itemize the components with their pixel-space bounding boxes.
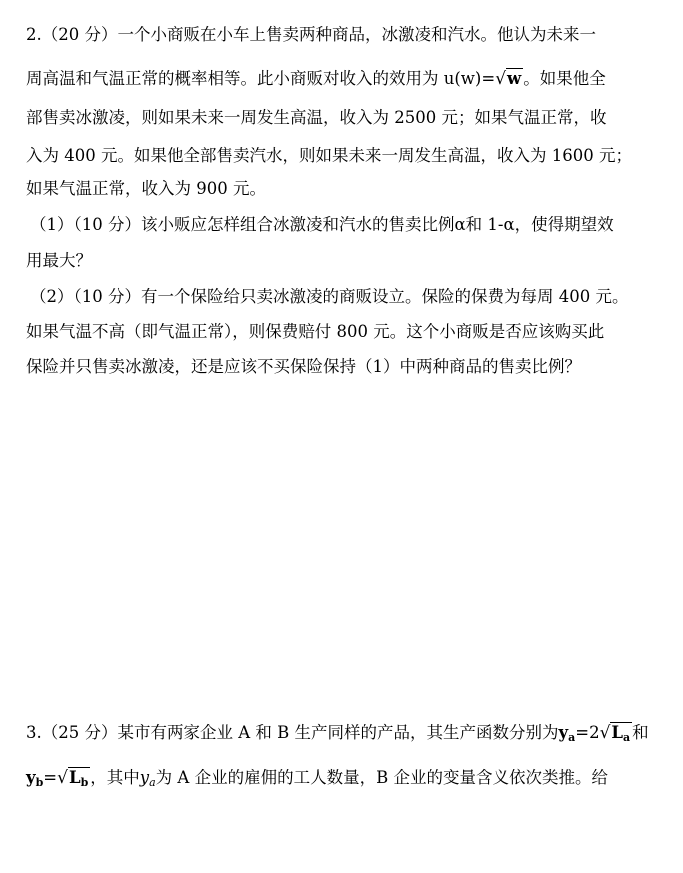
yb-equals: =: [43, 768, 58, 787]
yb-variable: $y_b$: [26, 768, 44, 789]
q2-line-2-tail: 。如果他全: [523, 69, 606, 88]
q3-line-1-text: 3.（25 分）某市有两家企业 A 和 B 生产同样的产品，其生产函数分别为: [26, 723, 559, 742]
ya-radicand: $L_a$: [611, 723, 631, 744]
ya-equals: =2: [575, 723, 600, 742]
q2-line-2-text: 周高温和气温正常的概率相等。此小商贩对收入的效用为 u(w)=: [26, 69, 496, 88]
q3-line-1: [26, 723, 666, 748]
q2-sub1-line-2: 用最大？: [26, 251, 92, 270]
q2-line-3: 部售卖冰激凌，则如果未来一周发生高温，收入为 2500 元；如果气温正常，收: [26, 108, 607, 127]
radical-sign-icon: √: [599, 723, 611, 743]
q3-line-2: [26, 768, 666, 793]
yb-sqrt: [57, 768, 90, 793]
q2-line-2: [26, 69, 666, 89]
q3-line-1-tail: 和: [632, 723, 649, 742]
radical-sign-icon: √: [57, 768, 68, 788]
utility-radicand: w: [507, 69, 522, 88]
yb-radicand: $L_b$: [68, 768, 89, 789]
q2-sub1-line-1: （1）（10 分）该小贩应怎样组合冰激凌和汽水的售卖比例α和 1-α，使得期望效: [30, 215, 614, 234]
q2-sub2-line-2: 如果气温不高（即气温正常），则保费赔付 800 元。这个小商贩是否应该购买此: [26, 322, 605, 341]
q2-line-1: 2.（20 分）一个小商贩在小车上售卖两种商品，冰激凌和汽水。他认为未来一: [26, 25, 596, 44]
utility-sqrt: [495, 69, 523, 89]
ya-italic-variable: $y_a$: [139, 768, 156, 789]
q3-line-2-text: ，其中: [90, 768, 140, 787]
q2-line-5: 如果气温正常，收入为 900 元。: [26, 179, 266, 198]
q2-line-4: 入为 400 元。如果他全部售卖汽水，则如果未来一周发生高温，收入为 1600 元；: [26, 146, 632, 165]
ya-variable: $y_a$: [558, 723, 576, 744]
ya-sqrt: [600, 723, 633, 748]
q2-sub2-line-1: （2）（10 分）有一个保险给只卖冰激凌的商贩设立。保险的保费为每周 400 元。: [30, 287, 629, 306]
radical-sign-icon: √: [495, 69, 507, 89]
q2-sub2-line-3: 保险并只售卖冰激凌，还是应该不买保险保持（1）中两种商品的售卖比例？: [26, 357, 581, 376]
q3-line-2-tail: 为 A 企业的雇佣的工人数量，B 企业的变量含义依次类推。给: [155, 768, 608, 787]
